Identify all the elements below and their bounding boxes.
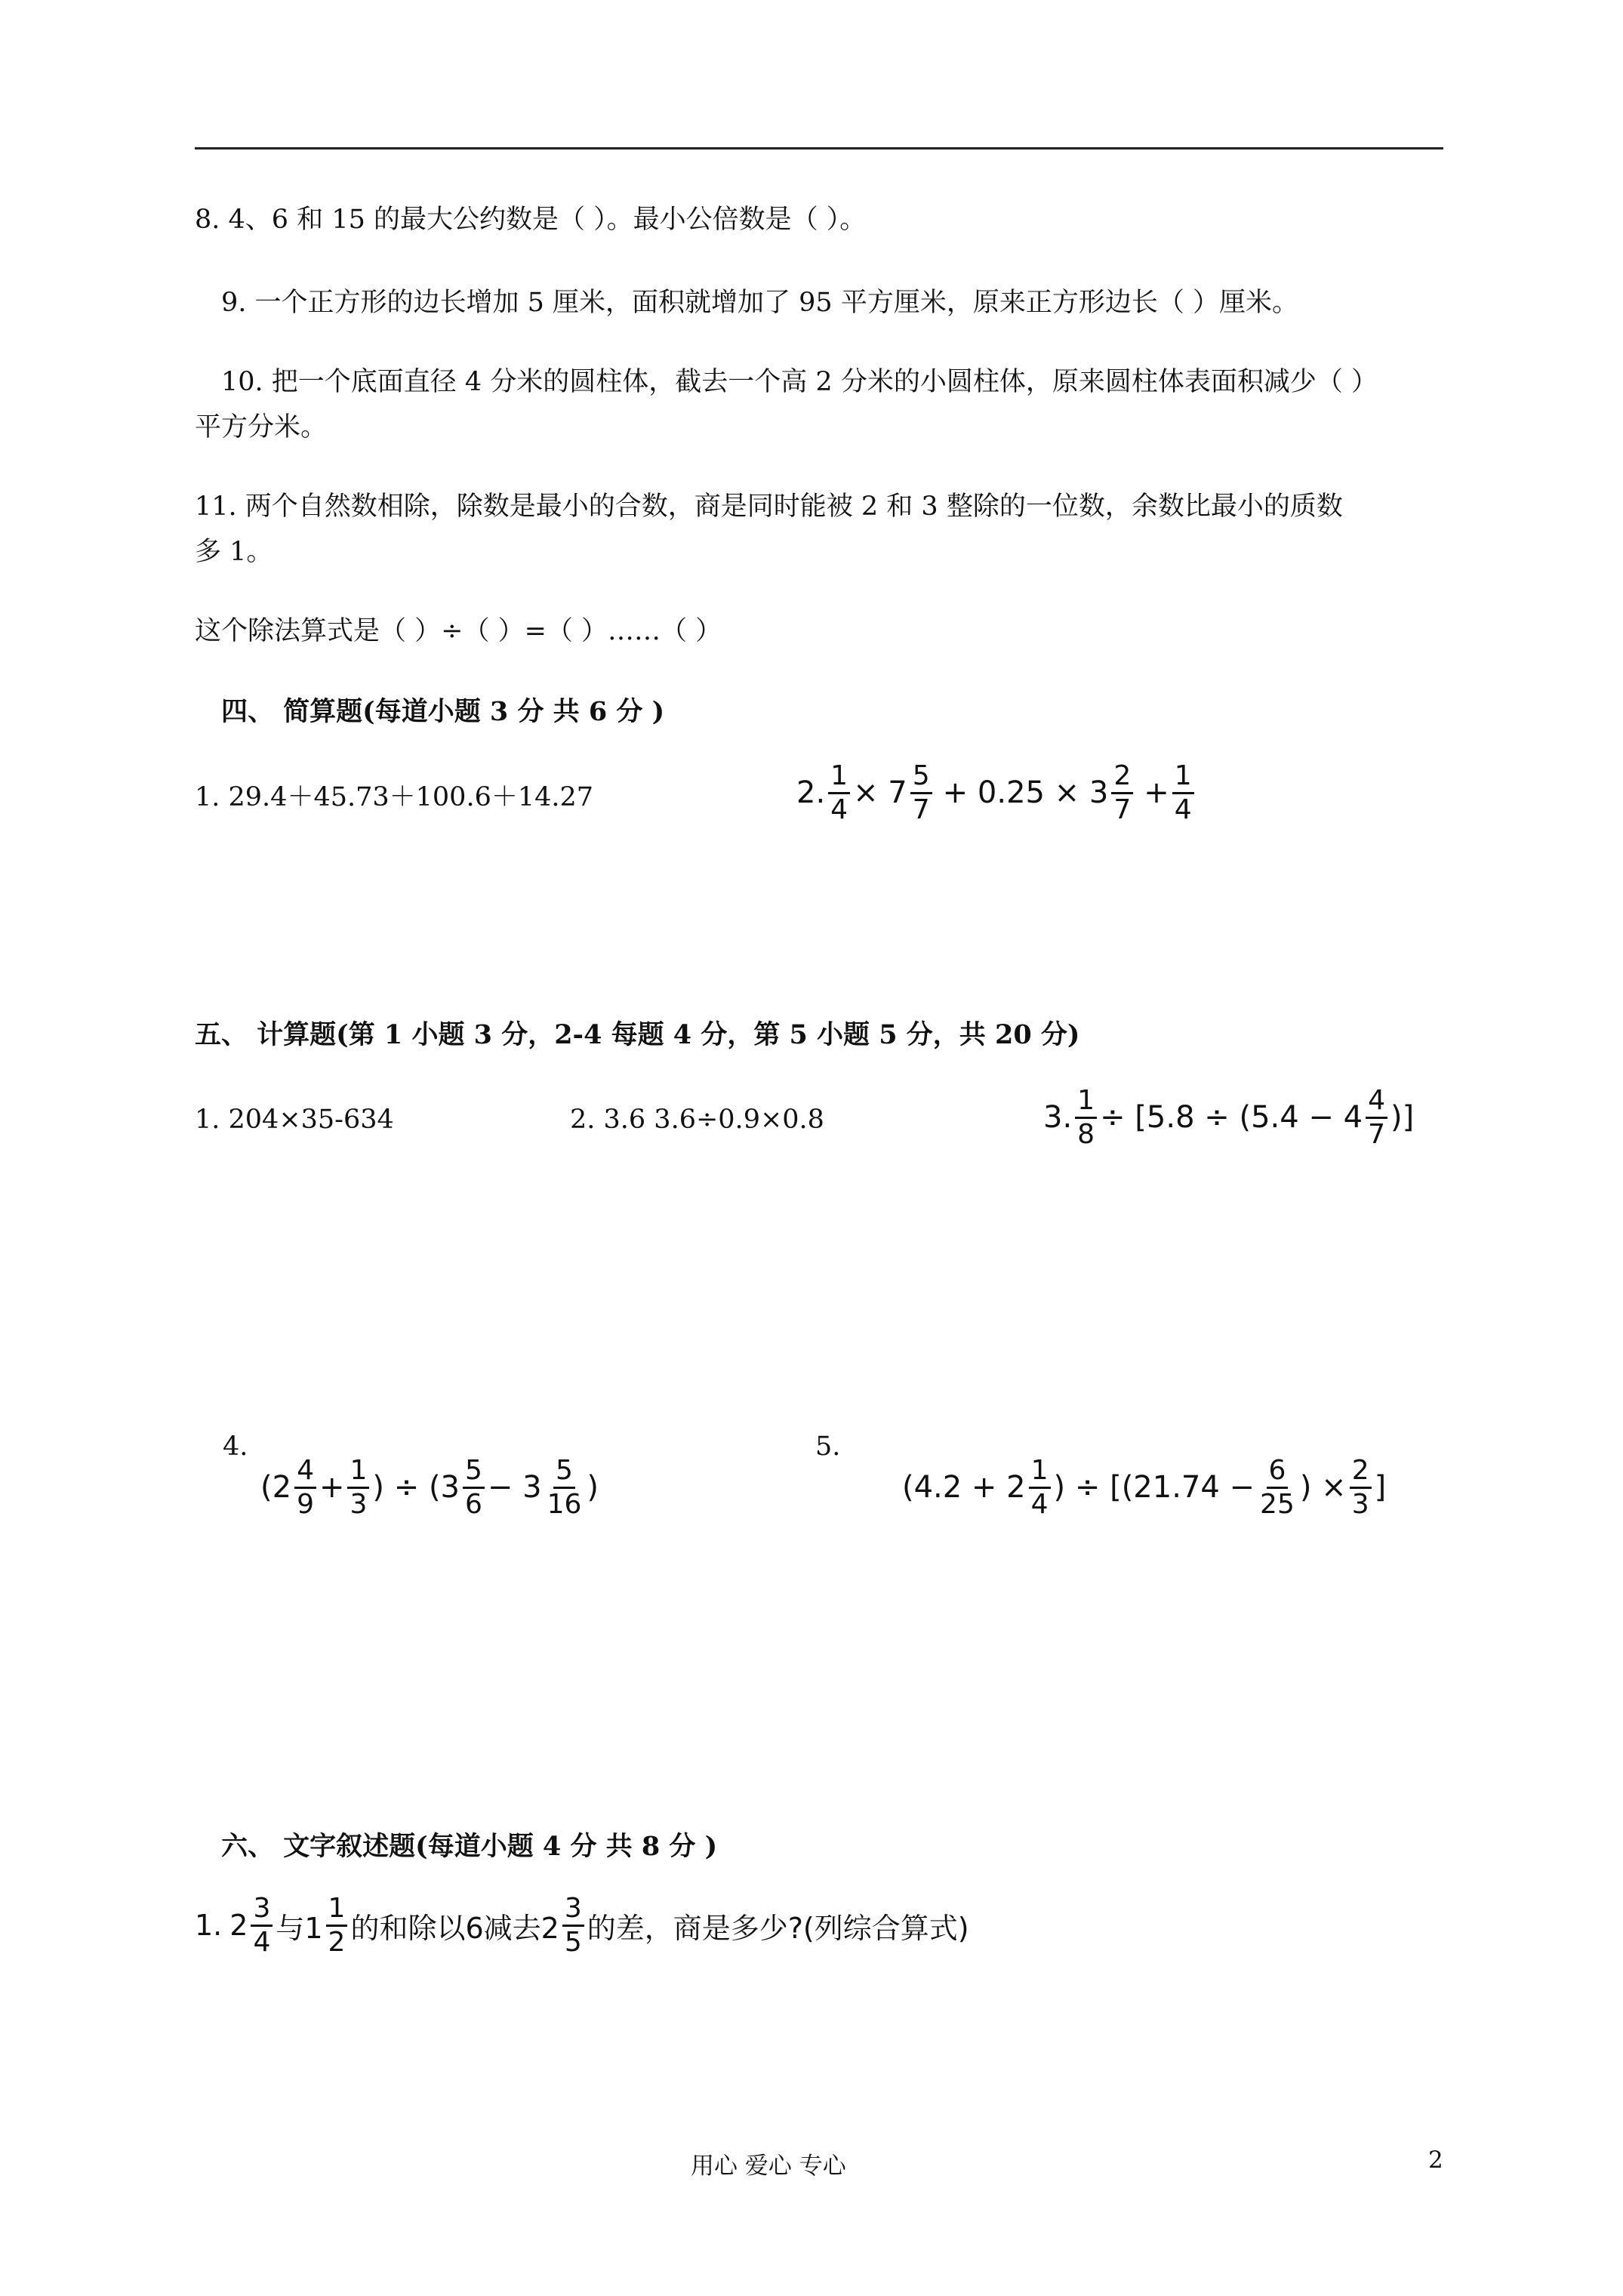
header-rule <box>195 147 1443 149</box>
operator: ) <box>587 1470 599 1505</box>
section-5-problem-1: 1. 204×35-634 <box>195 1105 394 1135</box>
section-5-problem-5-label: 5. <box>815 1432 841 1462</box>
fraction: $\frac{4}{7}$ <box>1366 1086 1387 1149</box>
fraction: $\frac{1}{2}$ <box>326 1894 348 1957</box>
fraction: $\frac{1}{4}$ <box>1029 1456 1051 1519</box>
section-5-problem-2: 2. 3.6 3.6÷0.9×0.8 <box>570 1105 824 1135</box>
problem-text: 的差，商是多少?(列综合算式) <box>587 1911 969 1945</box>
fraction: $\frac{1}{4}$ <box>828 762 850 824</box>
section-4-problem-2 <box>796 751 1197 834</box>
section-4-problem-1: 1. 29.4＋45.73＋100.6＋14.27 <box>195 782 594 812</box>
question-10-line-1: 10. 把一个底面直径 4 分米的圆柱体，截去一个高 2 分米的小圆柱体，原来圆柱体表面积减少（ ） <box>221 367 1378 397</box>
problem-label: 1. <box>195 1909 223 1942</box>
operator: ) ÷ [(21.74 − <box>1053 1470 1255 1505</box>
page-number: 2 <box>1428 2147 1443 2174</box>
operator: ] <box>1374 1470 1387 1505</box>
operator: ) × <box>1299 1470 1347 1505</box>
problem-label: 2. <box>796 775 826 810</box>
section-5-problem-5 <box>902 1446 1386 1529</box>
operator: (4.2 + 2 <box>902 1470 1026 1505</box>
problem-label: 3. <box>1043 1100 1073 1135</box>
operator: × 7 <box>853 775 907 810</box>
fraction: $\frac{1}{3}$ <box>347 1456 369 1519</box>
section-5-problem-3 <box>1043 1076 1414 1159</box>
section-6-title: 六、 文字叙述题(每道小题 4 分 共 8 分 ) <box>221 1831 718 1862</box>
fraction: $\frac{4}{9}$ <box>294 1456 316 1519</box>
operator: ) ÷ (3 <box>372 1470 460 1505</box>
operator: )] <box>1390 1100 1415 1135</box>
fraction: $\frac{5}{6}$ <box>463 1456 485 1519</box>
operator: ÷ [5.8 ÷ (5.4 − 4 <box>1100 1100 1363 1135</box>
fraction: $\frac{2}{7}$ <box>1111 762 1133 824</box>
question-9: 9. 一个正方形的边长增加 5 厘米，面积就增加了 95 平方厘米，原来正方形边长（ ）厘米。 <box>221 288 1298 318</box>
question-10-line-2: 平方分米。 <box>195 412 328 442</box>
fraction: $\frac{5}{16}$ <box>547 1454 582 1520</box>
section-5-problem-4-label: 4. <box>223 1432 248 1462</box>
section-5-title: 五、 计算题(第 1 小题 3 分，2-4 每题 4 分，第 5 小题 5 分，共 20 分) <box>195 1019 1080 1050</box>
section-5-problem-4 <box>260 1446 599 1529</box>
fraction: $\frac{3}{4}$ <box>251 1894 273 1957</box>
operator: − 3 <box>487 1470 542 1505</box>
section-4-title: 四、 简算题(每道小题 3 分 共 6 分 ) <box>221 696 665 727</box>
problem-text: 与1 <box>276 1911 323 1945</box>
question-11-line-2: 多 1。 <box>195 537 273 567</box>
fraction: $\frac{2}{3}$ <box>1350 1456 1372 1519</box>
operator: + <box>1144 775 1169 810</box>
section-6-problem-1 <box>195 1884 969 1967</box>
fraction: $\frac{5}{7}$ <box>910 762 932 824</box>
problem-text: 的和除以6减去2 <box>350 1911 559 1945</box>
operator: + 0.25 × 3 <box>942 775 1109 810</box>
footer-motto: 用心 爱心 专心 <box>691 2153 846 2180</box>
question-8: 8. 4、6 和 15 的最大公约数是（ ）。最小公倍数是（ ）。 <box>195 205 867 235</box>
question-11-line-3: 这个除法算式是（ ）÷（ ）=（ ）……（ ） <box>195 616 722 646</box>
operator: + <box>319 1470 345 1505</box>
question-11-line-1: 11. 两个自然数相除，除数是最小的合数，商是同时能被 2 和 3 整除的一位数，余数比最小的质数 <box>195 492 1343 522</box>
fraction: $\frac{3}{5}$ <box>562 1894 584 1957</box>
operator: (2 <box>260 1470 292 1505</box>
whole-number: 2 <box>229 1909 248 1942</box>
fraction: $\frac{1}{8}$ <box>1075 1086 1097 1149</box>
fraction: $\frac{1}{4}$ <box>1172 762 1194 824</box>
fraction: $\frac{6}{25}$ <box>1260 1454 1295 1520</box>
